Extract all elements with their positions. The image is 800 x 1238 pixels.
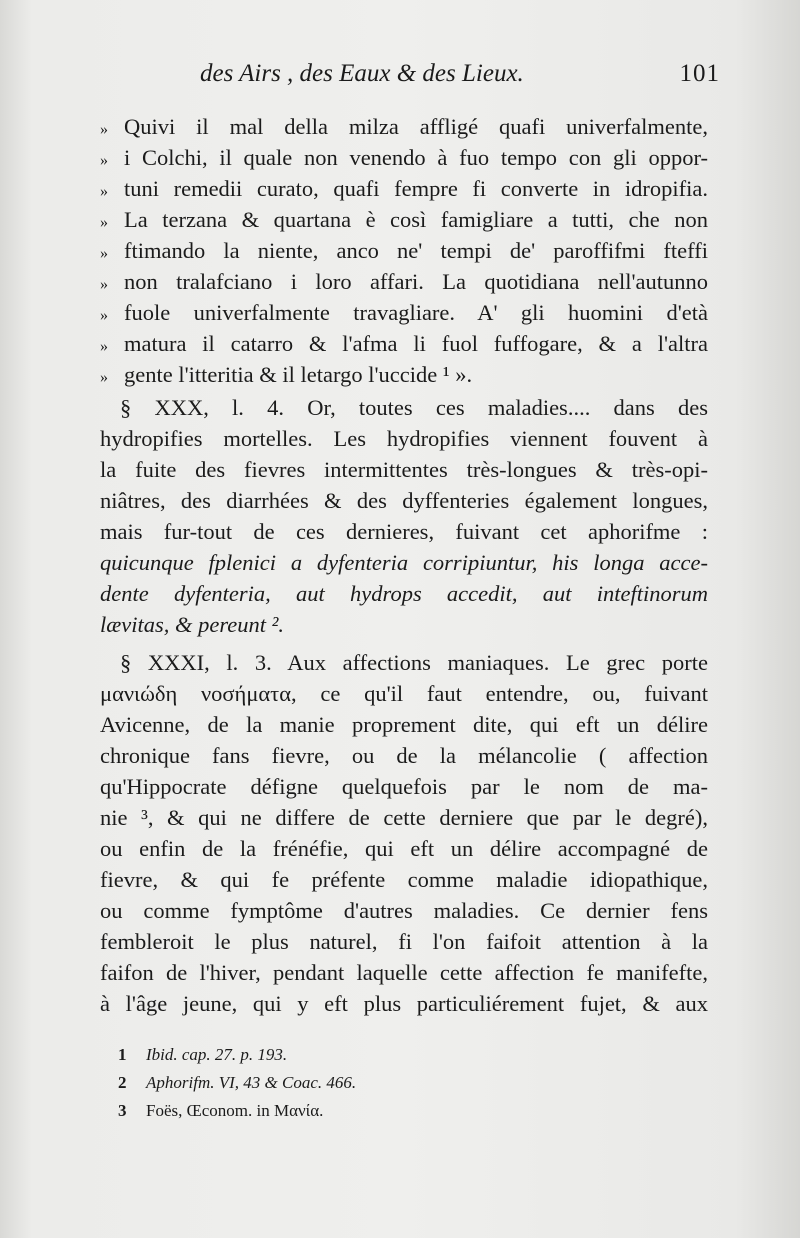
line-text: chronique fans fievre, ou de la mélancolie ( affection [100, 743, 708, 768]
footnote [118, 1071, 618, 1095]
line-text: faifon de l'hiver, pendant laquelle cette affection fe manifefte, [100, 960, 708, 985]
quote-mark: » [100, 307, 108, 324]
line-text: Avicenne, de la manie proprement dite, qui eft un délire [100, 712, 708, 737]
text-line [100, 927, 708, 957]
text-line [100, 803, 708, 833]
text-line [100, 610, 708, 640]
text-line [100, 741, 708, 771]
line-text: dente dyfenteria, aut hydrops accedit, aut inteftinorum [100, 581, 708, 606]
text-line [100, 424, 708, 454]
line-text: hydropifies mortelles. Les hydropifies viennent fouvent à [100, 426, 708, 451]
quote-mark: » [100, 121, 108, 138]
text-line [100, 679, 708, 709]
line-text: fuole univerfalmente travagliare. A' gli huomini d'età [124, 300, 708, 325]
line-text: fievre, & qui fe préfente comme maladie idiopathique, [100, 867, 708, 892]
text-line [100, 865, 708, 895]
text-line [100, 548, 708, 578]
line-text: niâtres, des diarrhées & des dyffenteries également longues, [100, 488, 708, 513]
footnote-text: Ibid. cap. 27. p. 193. [146, 1045, 288, 1064]
line-text: ftimando la niente, anco ne' tempi de' paroffifmi fteffi [124, 238, 708, 263]
line-text: mais fur-tout de ces dernieres, fuivant cet aphorifme : [100, 519, 708, 544]
text-line [100, 834, 708, 864]
text-line [100, 143, 708, 173]
page-number: 101 [679, 60, 720, 87]
footnote [118, 1099, 618, 1123]
footnote-number: 2 [118, 1073, 127, 1092]
line-text: ou comme fymptôme d'autres maladies. Ce dernier fens [100, 898, 708, 923]
line-text: μανιώδη νοσήματα, ce qu'il faut entendre, ou, fuivant [100, 681, 708, 706]
line-text: § XXX, l. 4. Or, toutes ces maladies.... dans des [120, 395, 708, 420]
line-text: § XXXI, l. 3. Aux affections maniaques. Le grec porte [120, 650, 708, 675]
footnote-text: Aphorifm. VI, 43 & Coac. 466. [146, 1073, 357, 1092]
line-text: la fuite des fievres intermittentes très-longues & très-opi- [100, 457, 708, 482]
text-line [100, 486, 708, 516]
footnote-text: Foës, Œconom. in Μανία. [146, 1101, 324, 1120]
running-head-title: des Airs , des Eaux & des Lieux. [200, 60, 524, 87]
text-line [100, 298, 708, 328]
text-line [100, 579, 708, 609]
quote-mark: » [100, 214, 108, 231]
text-line [100, 329, 708, 359]
text-line [120, 648, 708, 678]
quote-mark: » [100, 338, 108, 355]
line-text: gente l'itteritia & il letargo l'uccide ¹ ». [124, 362, 473, 387]
text-line [100, 205, 708, 235]
text-line [100, 174, 708, 204]
quote-mark: » [100, 152, 108, 169]
text-line [120, 393, 708, 423]
line-text: à l'âge jeune, qui y eft plus particuliérement fujet, & aux [100, 991, 708, 1016]
line-text: quicunque fplenici a dyfenteria corripiuntur, his longa acce- [100, 550, 708, 575]
line-text: i Colchi, il quale non venendo à fuo tempo con gli oppor- [124, 145, 708, 170]
footnote-number: 1 [118, 1045, 127, 1064]
footnote-number: 3 [118, 1101, 127, 1120]
line-text: nie ³, & qui ne differe de cette derniere que par le degré), [100, 805, 708, 830]
text-line [100, 772, 708, 802]
quote-mark: » [100, 245, 108, 262]
quote-mark: » [100, 276, 108, 293]
line-text: tuni remedii curato, quafi fempre fi converte in idropifia. [124, 176, 708, 201]
footnote [118, 1043, 618, 1067]
line-text: matura il catarro & l'afma li fuol fuffogare, & a l'altra [124, 331, 708, 356]
line-text: lævitas, & pereunt ². [100, 612, 285, 637]
line-text: qu'Hippocrate défigne quelquefois par le nom de ma- [100, 774, 708, 799]
running-head [200, 60, 720, 94]
text-line [100, 267, 708, 297]
line-text: Quivi il mal della milza affligé quafi univerfalmente, [124, 114, 708, 139]
text-line [100, 112, 708, 142]
text-line [100, 360, 708, 390]
line-text: La terzana & quartana è così famigliare a tutti, che non [124, 207, 708, 232]
quote-mark: » [100, 369, 108, 386]
line-text: ou enfin de la frénéfie, qui eft un délire accompagné de [100, 836, 708, 861]
text-line [100, 989, 708, 1019]
quote-mark: » [100, 183, 108, 200]
text-line [100, 896, 708, 926]
text-line [100, 455, 708, 485]
line-text: non tralafciano i loro affari. La quotidiana nell'autunno [124, 269, 708, 294]
text-line [100, 236, 708, 266]
text-line [100, 710, 708, 740]
text-line [100, 517, 708, 547]
line-text: fembleroit le plus naturel, fi l'on faifoit attention à la [100, 929, 708, 954]
text-line [100, 958, 708, 988]
